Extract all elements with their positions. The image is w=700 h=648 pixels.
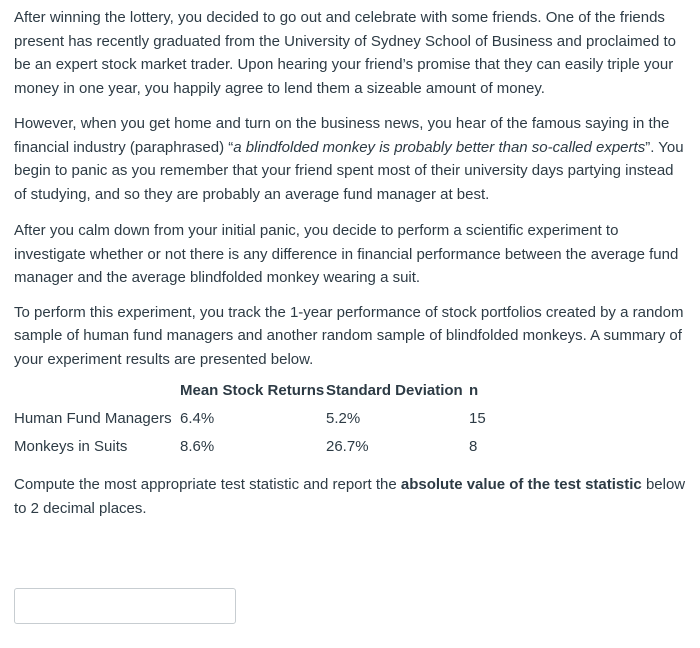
table-header: Standard Deviation xyxy=(326,382,463,400)
question-prompt xyxy=(14,473,690,520)
question-prompt-start: Compute the most appropriate test statistic and report the xyxy=(14,476,401,493)
question-content xyxy=(14,6,690,520)
table-header: n xyxy=(469,382,479,400)
answer-input[interactable] xyxy=(14,588,236,624)
table-cell: 8 xyxy=(469,438,478,456)
table-cell: 26.7% xyxy=(326,438,369,456)
intro-paragraph: After winning the lottery, you decided to go out and celebrate with some friends. One of the friends present has recently graduated from the University of Sydney School of Business and proclaimed to be an expert stock market trader. Upon hearing your friend’s promise that they can easily triple your money in one year, you happily agree to lend them a sizeable amount of money. xyxy=(14,9,677,97)
table-cell: 6.4% xyxy=(180,410,215,428)
news-paragraph xyxy=(14,112,690,206)
table-header xyxy=(14,377,180,405)
question-prompt-emphasis: absolute value of the test statistic xyxy=(400,476,642,493)
table-cell: 15 xyxy=(469,410,486,428)
table-row xyxy=(14,405,499,433)
news-paragraph-end: ”. You begin to panic as you remember that your friend spent most of their university days partying instead of studying, and so they are probably an average fund manager at best. xyxy=(14,138,684,203)
method-paragraph: To perform this experiment, you track the 1-year performance of stock portfolios created by a random sample of human fund managers and another random sample of blindfolded monkeys. A summary of your experiment results are presented below. xyxy=(14,303,684,368)
news-paragraph-start: However, when you get home and turn on the business news, you hear of the famous saying in the financial industry (paraphrased) “ xyxy=(14,115,670,156)
table-header: Mean Stock Returns xyxy=(180,382,325,400)
results-table xyxy=(14,377,499,461)
experiment-paragraph: After you calm down from your initial panic, you decide to perform a scientific experiment to investigate whether or not there is any difference in financial performance between the average fund manager and the average blindfolded monkey wearing a suit. xyxy=(14,222,679,286)
table-cell: Human Fund Managers xyxy=(14,410,172,428)
question-prompt-end: below to 2 decimal places. xyxy=(14,476,686,517)
monkey-quote: a blindfolded monkey is probably better than so-called experts xyxy=(233,138,646,156)
table-cell: 8.6% xyxy=(180,438,215,456)
table-row xyxy=(14,433,499,461)
table-header-row xyxy=(14,377,499,405)
table-cell: Monkeys in Suits xyxy=(14,438,128,456)
table-cell: 5.2% xyxy=(326,410,361,428)
